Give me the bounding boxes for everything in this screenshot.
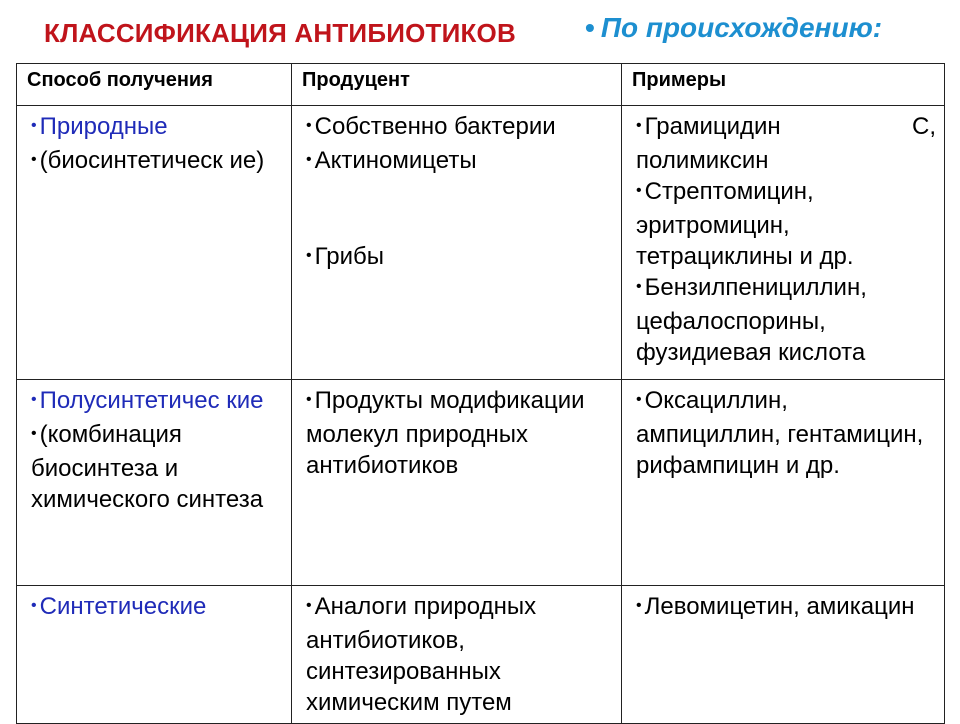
cell-examples — [622, 106, 945, 380]
bullet-icon: • — [636, 117, 642, 134]
bullet-icon: • — [636, 182, 642, 199]
header-examples: Примеры — [622, 64, 945, 106]
bullet-icon: • — [31, 597, 37, 614]
list-item: • Актиномицеты — [306, 147, 477, 174]
bullet-icon: • — [306, 597, 312, 614]
cell-method — [17, 586, 292, 724]
cell-method — [17, 380, 292, 586]
cell-examples — [622, 380, 945, 586]
list-item: • Грибы — [306, 243, 385, 270]
list-item: • Оксациллин, ампициллин, гентамицин, рифампицин и др. — [636, 387, 924, 479]
bullet-icon: • — [31, 425, 37, 442]
list-item: • Синтетические — [31, 593, 207, 620]
bullet-icon: • — [31, 117, 37, 134]
classification-table — [16, 63, 945, 724]
cell-producer — [292, 586, 622, 724]
list-item: • Продукты модификации молекул природных антибиотиков — [306, 387, 585, 479]
list-item: • Грамицидин С, полимиксин — [636, 113, 936, 174]
cell-producer — [292, 380, 622, 586]
cell-examples — [622, 586, 945, 724]
list-item: • (биосинтетическ ие) — [31, 147, 265, 174]
bullet-icon: • — [306, 247, 312, 264]
list-item: • Аналоги природных антибиотиков, синтезированных химическим путем — [306, 593, 537, 716]
bullet-icon: • — [31, 151, 37, 168]
bullet-icon: • — [636, 597, 642, 614]
bullet-icon: • — [636, 391, 642, 408]
table-row — [17, 106, 945, 380]
cell-producer — [292, 106, 622, 380]
cell-method — [17, 106, 292, 380]
table-header-row — [17, 64, 945, 106]
bullet-icon: • — [306, 117, 312, 134]
header-method: Способ получения — [17, 64, 292, 106]
bullet-icon: • — [31, 391, 37, 408]
list-item: • Бензилпенициллин, цефалоспорины, фузидиевая кислота — [636, 274, 867, 366]
subtitle-text: По происхождению: — [600, 12, 883, 43]
list-item: • Стрептомицин, эритромицин, тетрациклины и др. — [636, 178, 854, 270]
page-title: КЛАССИФИКАЦИЯ АНТИБИОТИКОВ — [44, 18, 516, 48]
table-row — [17, 380, 945, 586]
list-item: • Левомицетин, амикацин — [636, 593, 915, 620]
bullet-icon: • — [306, 391, 312, 408]
list-item: • Собственно бактерии — [306, 113, 556, 140]
page-subtitle — [585, 12, 882, 44]
table-row — [17, 586, 945, 724]
list-item: • Полусинтетичес кие — [31, 387, 264, 414]
list-item: • Природные — [31, 113, 168, 140]
bullet-icon: • — [636, 278, 642, 295]
header-producer: Продуцент — [292, 64, 622, 106]
spacer — [306, 179, 613, 241]
bullet-icon: • — [585, 12, 595, 43]
list-item: • (комбинация биосинтеза и химического синтеза — [31, 421, 264, 513]
bullet-icon: • — [306, 151, 312, 168]
